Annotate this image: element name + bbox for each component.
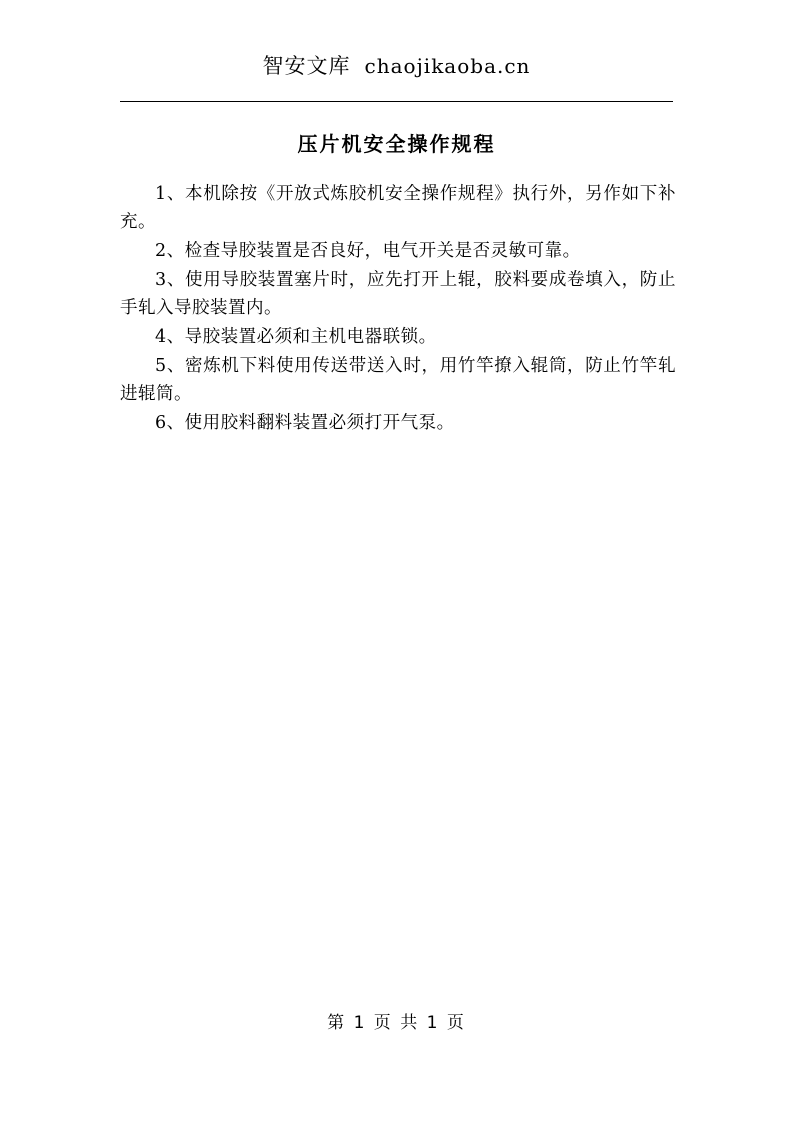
paragraph: 5、密炼机下料使用传送带送入时，用竹竿撩入辊筒，防止竹竿轧进辊筒。 (120, 356, 676, 404)
document-body (120, 180, 676, 438)
header-divider (120, 101, 673, 102)
paragraph: 3、使用导胶装置塞片时，应先打开上辊，胶料要成卷填入，防止手轧入导胶装置内。 (120, 270, 676, 318)
paragraph: 6、使用胶料翻料装置必须打开气泵。 (155, 413, 455, 433)
paragraph: 4、导胶装置必须和主机电器联锁。 (155, 327, 437, 347)
site-name: 智安文库 (262, 54, 351, 78)
paragraph: 2、检查导胶装置是否良好，电气开关是否灵敏可靠。 (155, 241, 581, 261)
page-footer: 第 1 页 共 1 页 (327, 1013, 466, 1033)
page-header (0, 50, 793, 80)
page-title: 压片机安全操作规程 (297, 132, 496, 156)
paragraph: 1、本机除按《开放式炼胶机安全操作规程》执行外，另作如下补充。 (120, 184, 676, 232)
site-url: chaojikaoba.cn (364, 54, 531, 78)
